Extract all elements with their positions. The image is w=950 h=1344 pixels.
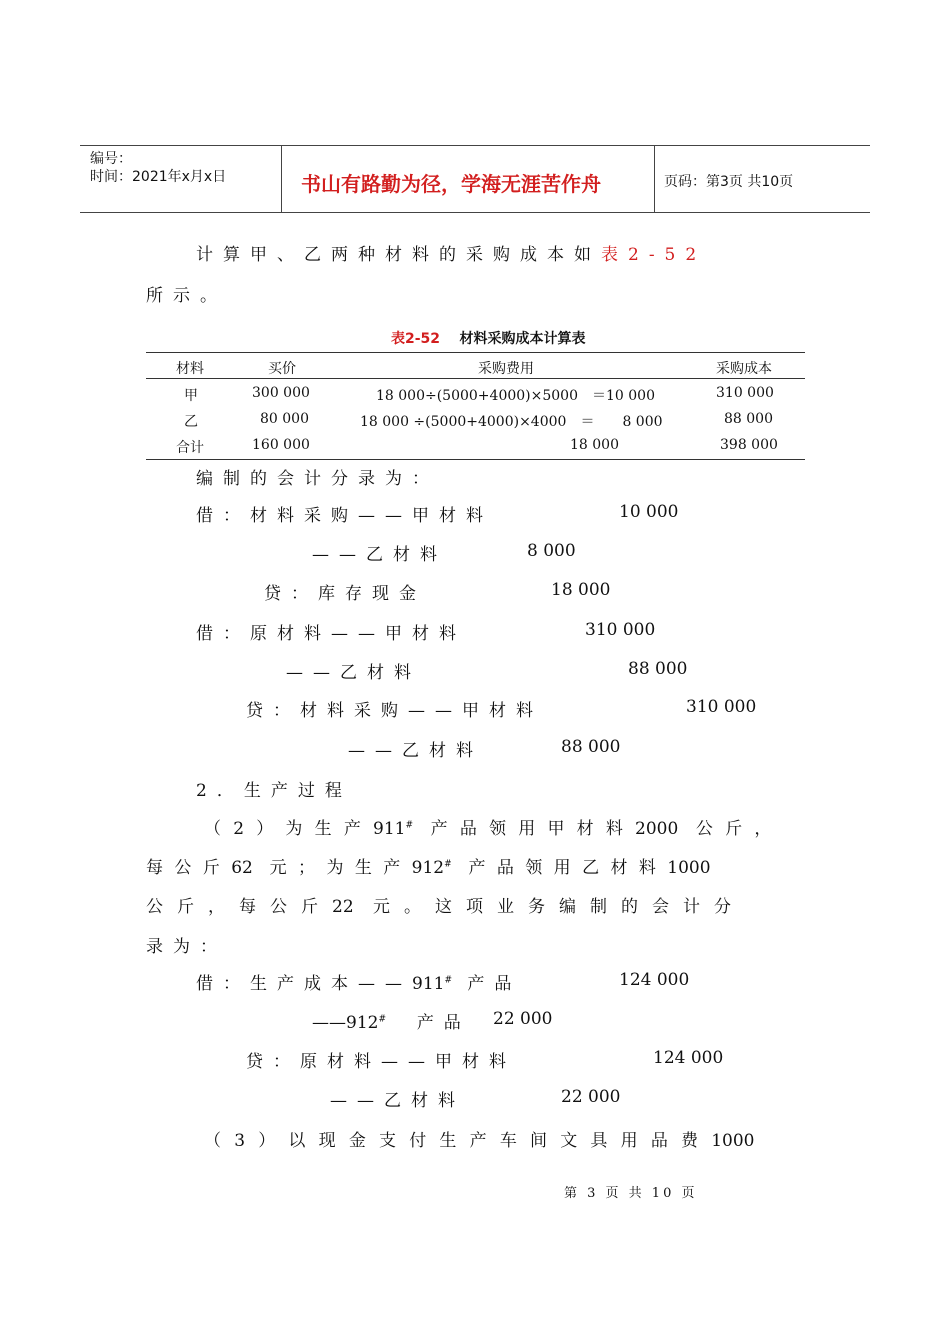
entry3-debit: 借：生产成本——911# 产品	[196, 974, 522, 994]
table-row-1-fee: 18 000÷(5000+4000)×5000 ＝10 000	[376, 388, 655, 404]
table-header-cost: 采购成本	[716, 361, 772, 377]
section-heading: 2．生产过程	[196, 781, 352, 801]
entry2-credit-sub: ——乙材料	[348, 741, 483, 761]
entry1-credit-amount: 18 000	[551, 580, 611, 600]
entry3-debit-amount: 124 000	[619, 970, 690, 990]
entry2-debit-sub-amount: 88 000	[628, 659, 688, 679]
intro-line-1	[196, 240, 706, 265]
entry2-debit-sub: ——乙材料	[286, 663, 421, 683]
doc-time-label: 时间：2021年x月x日	[90, 169, 227, 185]
entry3-credit-amount: 124 000	[653, 1048, 724, 1068]
table-row-2-cost: 88 000	[724, 411, 773, 427]
entry1-credit: 贷：库存现金	[264, 584, 426, 604]
entry2-credit-amount: 310 000	[686, 697, 757, 717]
table-header-material: 材料	[176, 361, 204, 377]
entry3-credit: 贷：原材料——甲材料	[246, 1052, 516, 1072]
page-footer: 第 3 页 共 10 页	[564, 1186, 698, 1201]
table-row-1-cost: 310 000	[716, 385, 774, 401]
header-page-info: 页码：第3页 共10页	[664, 174, 794, 190]
table-caption	[391, 328, 586, 348]
table-bottom-rule	[146, 459, 805, 460]
para2-line-2: 每公斤62 元；为生产912# 产品领用乙材料1000	[146, 858, 711, 878]
entry2-debit-amount: 310 000	[585, 620, 656, 640]
intro-line-2: 所示。	[146, 286, 227, 306]
entry1-debit: 借：材料采购——甲材料	[196, 506, 493, 526]
para2-line-1: （2）为生产911# 产品领用甲材料2000 公斤，	[204, 819, 784, 839]
doc-number-label: 编号：	[90, 151, 132, 167]
table-caption-title: 材料采购成本计算表	[459, 331, 586, 347]
table-header-price: 买价	[268, 361, 296, 377]
header-bottom-rule	[80, 212, 870, 213]
table-row-3-cost: 398 000	[720, 437, 778, 453]
table-caption-number: 表2-52	[391, 331, 441, 347]
table-header-rule	[146, 378, 805, 379]
entry1-debit-sub: ——乙材料	[312, 545, 447, 565]
entries-title: 编制的会计分录为：	[196, 469, 439, 489]
para2-line-4: 录为：	[146, 937, 227, 957]
table-top-rule	[146, 352, 805, 353]
entry3-credit-sub: ——乙材料	[330, 1091, 465, 1111]
table-row-3-material: 合计	[176, 440, 204, 456]
header-divider-left	[281, 146, 282, 212]
header-divider-right	[654, 146, 655, 212]
table-row-1-material: 甲	[184, 388, 198, 404]
entry2-debit: 借：原材料——甲材料	[196, 624, 466, 644]
para3-line-1: （3）以现金支付生产车间文具用品费1000	[204, 1131, 755, 1151]
entry2-credit-sub-amount: 88 000	[561, 737, 621, 757]
table-row-2-fee: 18 000 ÷(5000+4000)×4000 ＝ 8 000	[360, 414, 663, 430]
table-row-2-material: 乙	[184, 414, 198, 430]
header-motto: 书山有路勤为径，学海无涯苦作舟	[301, 172, 601, 196]
table-row-3-fee: 18 000	[570, 437, 619, 453]
entry1-debit-amount: 10 000	[619, 502, 679, 522]
table-row-3-price: 160 000	[252, 437, 310, 453]
header-top-rule	[80, 145, 870, 146]
entry2-credit: 贷：材料采购——甲材料	[246, 701, 543, 721]
table-row-2-price: 80 000	[260, 411, 309, 427]
table-reference: 表2-52	[601, 245, 707, 265]
table-row-1-price: 300 000	[252, 385, 310, 401]
entry3-debit-sub-amount: 22 000	[493, 1009, 553, 1029]
entry3-credit-sub-amount: 22 000	[561, 1087, 621, 1107]
table-header-fee: 采购费用	[478, 361, 534, 377]
entry3-debit-sub: ——912# 产品	[312, 1013, 471, 1033]
intro-text: 计算甲、乙两种材料的采购成本如	[196, 245, 601, 265]
para2-line-3: 公斤，每公斤22 元。这项业务编制的会计分	[146, 897, 746, 917]
entry1-debit-sub-amount: 8 000	[527, 541, 576, 561]
